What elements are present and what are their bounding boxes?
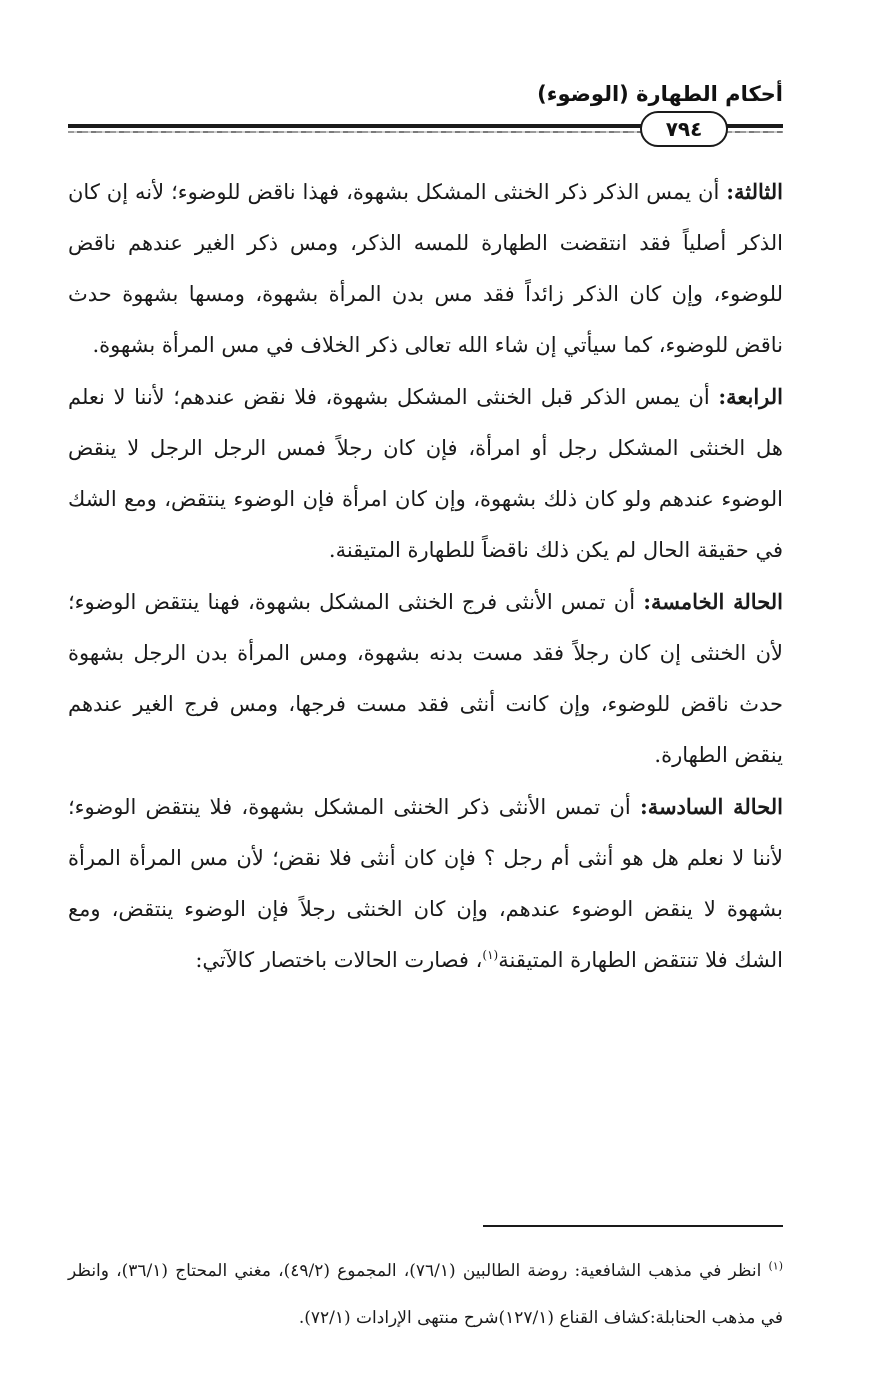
footnote-1 xyxy=(68,1248,783,1342)
paragraph-lead: الحالة السادسة: xyxy=(639,794,783,819)
paragraph-case-three xyxy=(68,166,783,371)
footnotes xyxy=(68,1248,783,1342)
footnote-reference[interactable]: (١) xyxy=(482,948,499,962)
paragraph-lead: الثالثة: xyxy=(726,179,783,204)
paragraph-case-six xyxy=(68,781,783,986)
paragraph-lead: الرابعة: xyxy=(718,384,783,409)
main-text xyxy=(68,166,783,986)
paragraph-text: أن تمس الأنثى فرج الخنثى المشكل بشهوة، فهنا ينتقض الوضوء؛ لأن الخنثى إن كان رجلاً فقد مست بدنه بشهوة، ومس المرأة بدن الرجل بشهوة حدث ناقض للوضوء، وإن كانت أنثى فقد مست فرجها، ومس فرج الغير عندهم ينقض الطهارة. xyxy=(68,590,783,767)
paragraph-text: أن يمس الذكر قبل الخنثى المشكل بشهوة، فلا نقض عندهم؛ لأننا لا نعلم هل الخنثى المشكل رجل أو امرأة، فإن كان رجلاً فمس الرجل الرجل لا ينقض الوضوء عندهم ولو كان ذلك بشهوة، وإن كان امرأة فإن الوضوء ينتقض، ومع الشك في حقيقة الحال لم يكن ذلك ناقضاً للطهارة المتيقنة. xyxy=(68,385,783,562)
paragraph-text: أن تمس الأنثى ذكر الخنثى المشكل بشهوة، فلا ينتقض الوضوء؛ لأننا لا نعلم هل هو أنثى أم رجل ؟ فإن كان أنثى فلا نقض؛ لأن مس المرأة المرأة بشهوة لا ينقض الوضوء عندهم، وإن كان الخنثى رجلاً فإن الوضوء ينتقض، ومع الشك فلا تنتقض الطهارة المتيقنة xyxy=(68,795,783,972)
paragraph-text: أن يمس الذكر ذكر الخنثى المشكل بشهوة، فهذا ناقض للوضوء؛ لأنه إن كان الذكر أصلياً فقد انتقضت الطهارة للمسه الذكر، ومس ذكر الغير عندهم ناقض للوضوء، وإن كان الذكر زائداً فقد مس بدن المرأة بشهوة، ومسها بشهوة حدث ناقض للوضوء، كما سيأتي إن شاء الله تعالى ذكر الخلاف في مس المرأة بشهوة. xyxy=(68,180,783,357)
page-number-badge: ٧٩٤ xyxy=(640,111,728,147)
paragraph-case-four xyxy=(68,371,783,576)
footnote-separator xyxy=(483,1225,783,1227)
footnote-text: انظر في مذهب الشافعية: روضة الطالبين (٧٦/١)، المجموع (٤٩/٢)، مغني المحتاج (٣٦/١)، وانظر في مذهب الحنابلة:كشاف القناع (١٢٧/١)شرح منتهى الإرادات (٧٢/١). xyxy=(68,1261,783,1328)
running-header-title: أحكام الطهارة (الوضوء) xyxy=(537,82,783,106)
footnote-marker: (١) xyxy=(768,1259,784,1273)
paragraph-case-five xyxy=(68,576,783,781)
paragraph-lead: الحالة الخامسة: xyxy=(643,589,783,614)
paragraph-text-after: ، فصارت الحالات باختصار كالآتي: xyxy=(195,948,483,972)
